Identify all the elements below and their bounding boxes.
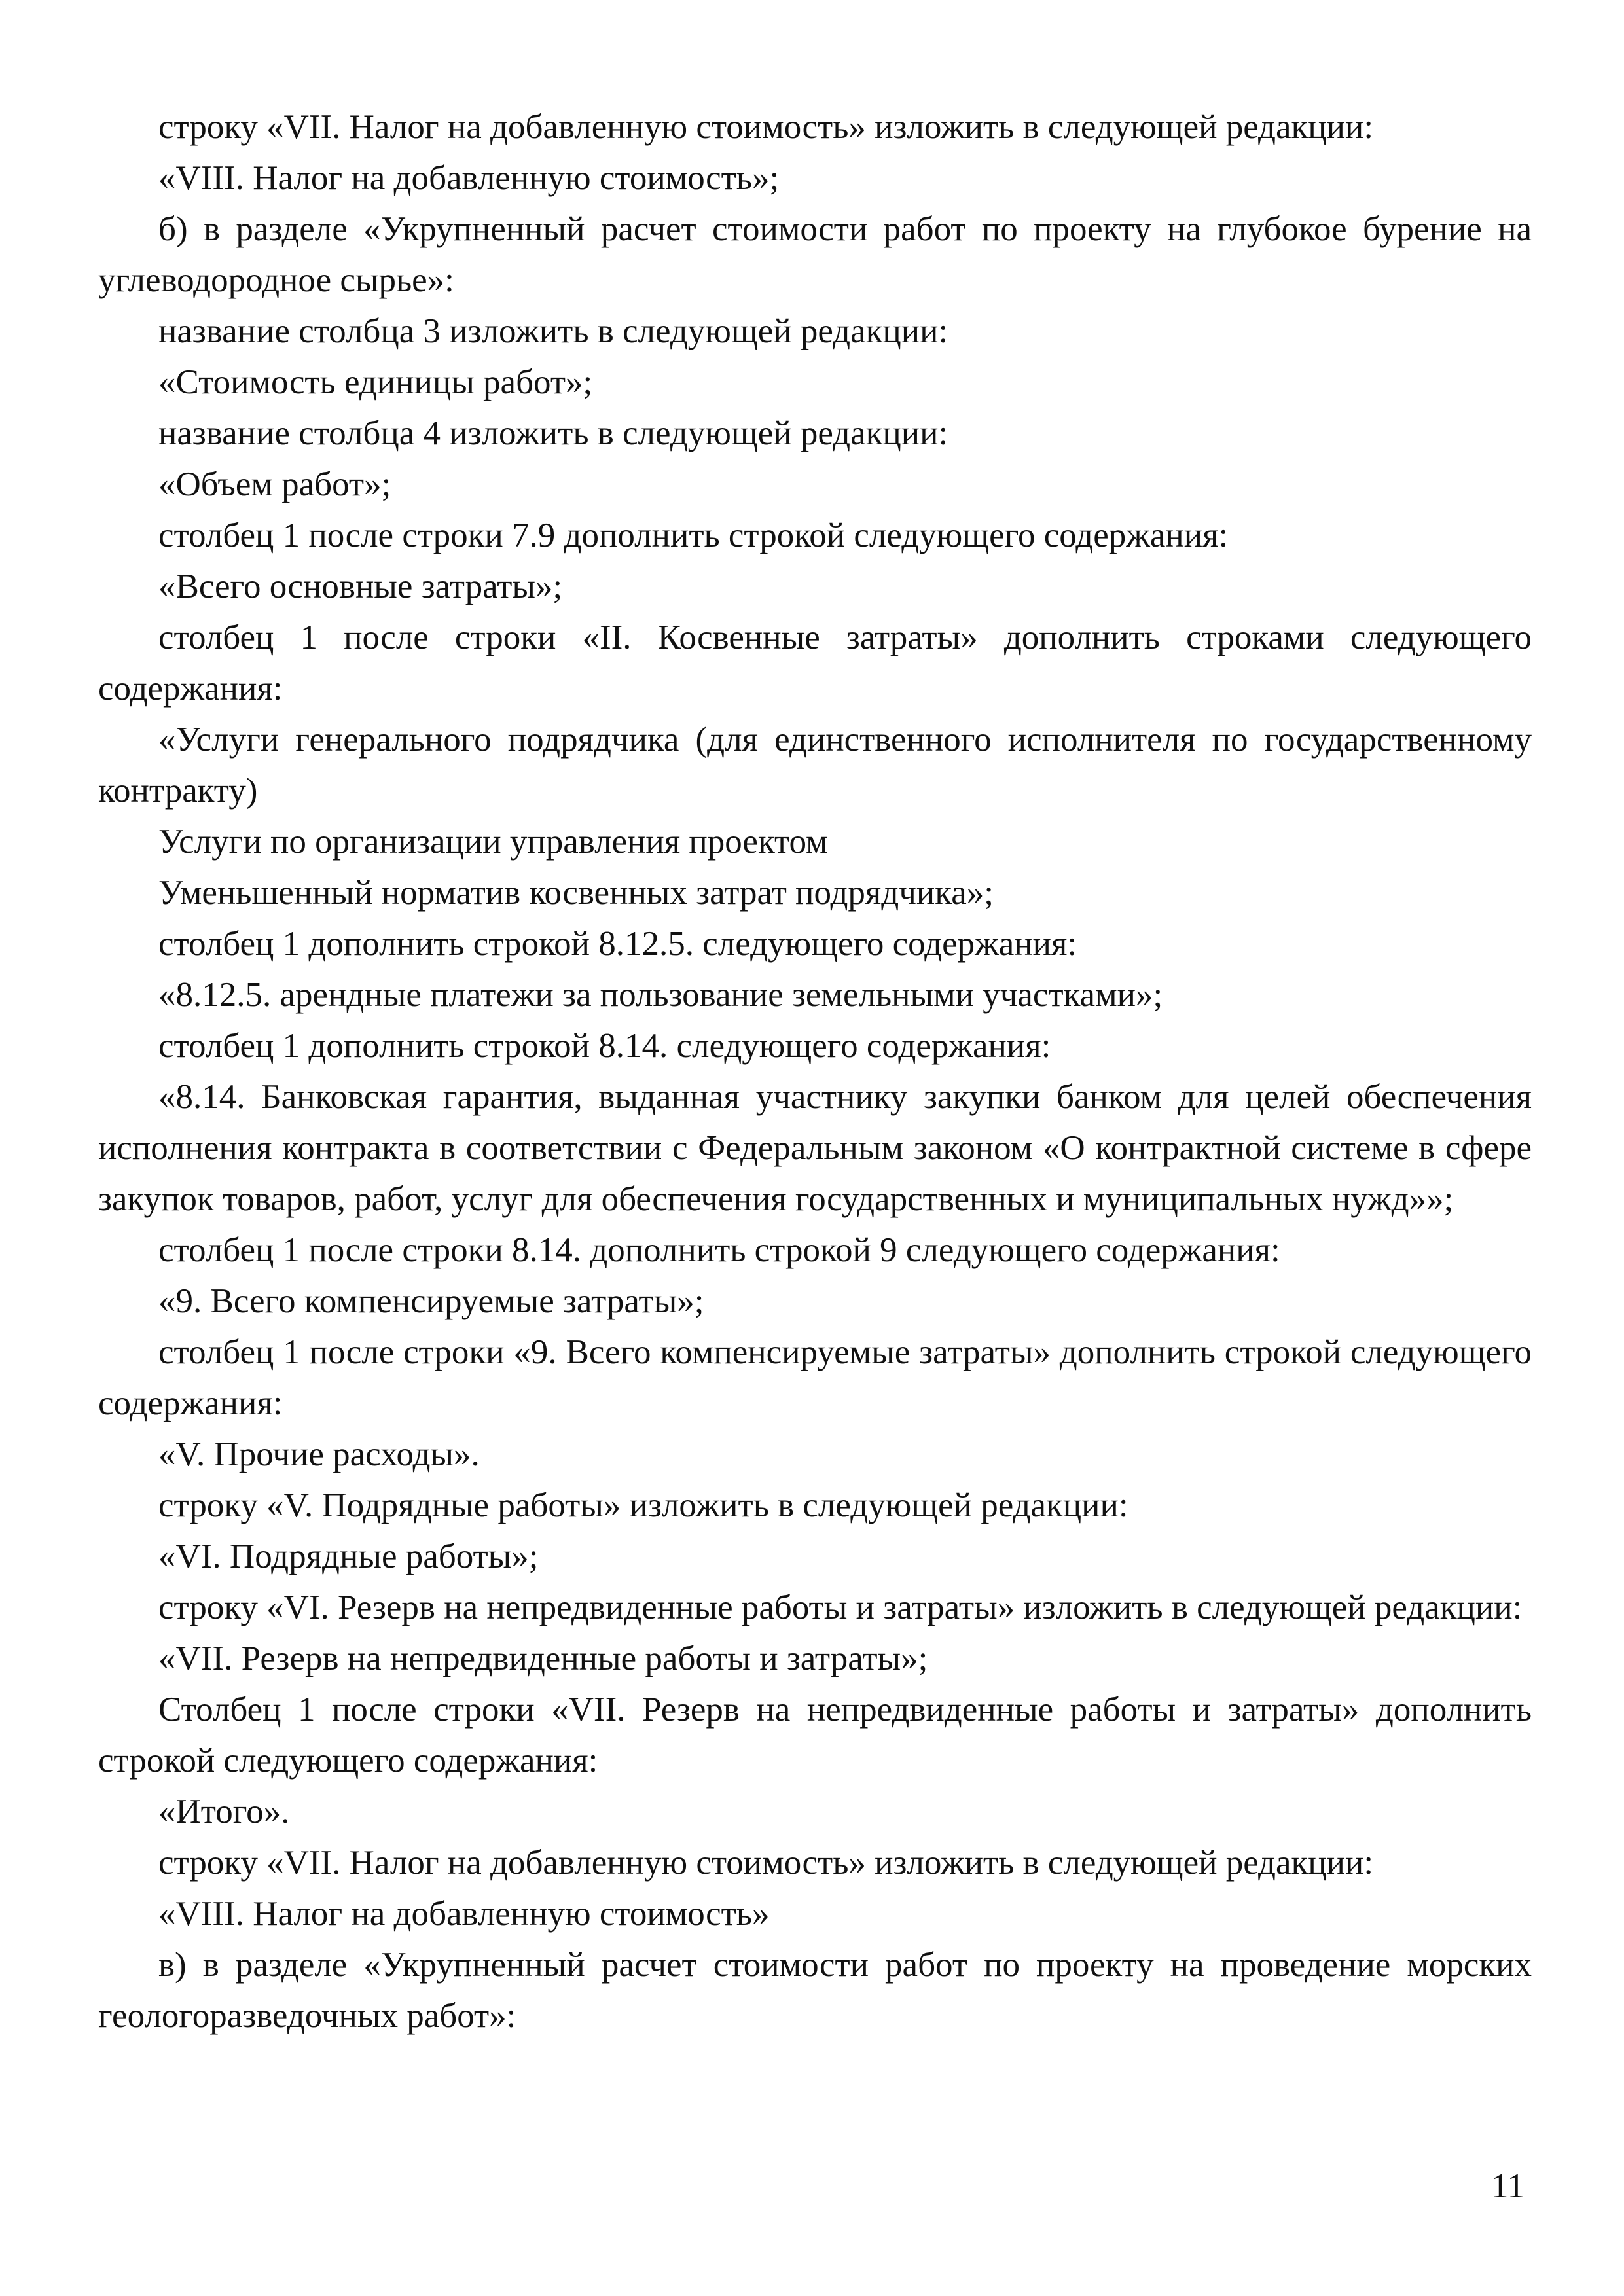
paragraph: «8.14. Банковская гарантия, выданная участнику закупки банком для целей обеспечения исполнения контракта в соответствии с Федеральным законом «О контрактной системе в сфере закупок товаров, работ, услуг для обеспечения государственных и муниципальных нужд»»;: [98, 1078, 1532, 1218]
paragraph: строку «VII. Налог на добавленную стоимость» изложить в следующей редакции:: [158, 1844, 1374, 1882]
paragraph: «VIII. Налог на добавленную стоимость»: [158, 1895, 770, 1933]
paragraph: Уменьшенный норматив косвенных затрат подрядчика»;: [158, 874, 994, 912]
paragraph: в) в разделе «Укрупненный расчет стоимости работ по проекту на проведение морских геологоразведочных работ»:: [98, 1946, 1532, 2035]
paragraph: «Всего основные затраты»;: [158, 567, 563, 605]
paragraph: столбец 1 дополнить строкой 8.14. следующего содержания:: [158, 1027, 1051, 1065]
paragraph: «VII. Резерв на непредвиденные работы и затраты»;: [158, 1640, 928, 1677]
paragraph: столбец 1 дополнить строкой 8.12.5. следующего содержания:: [158, 925, 1077, 963]
paragraph: «Итого».: [158, 1793, 290, 1831]
paragraph: название столбца 3 изложить в следующей редакции:: [158, 312, 948, 350]
paragraph: столбец 1 после строки «9. Всего компенсируемые затраты» дополнить строкой следующего содержания:: [98, 1333, 1532, 1422]
paragraph: столбец 1 после строки 7.9 дополнить строкой следующего содержания:: [158, 516, 1229, 554]
paragraph: «Стоимость единицы работ»;: [158, 363, 593, 401]
paragraph: название столбца 4 изложить в следующей редакции:: [158, 414, 948, 452]
paragraph: «9. Всего компенсируемые затраты»;: [158, 1282, 704, 1320]
paragraph: «8.12.5. арендные платежи за пользование земельными участками»;: [158, 976, 1163, 1014]
page-number: 11: [1491, 2167, 1525, 2205]
document-body: [98, 101, 1532, 2041]
paragraph: столбец 1 после строки «II. Косвенные затраты» дополнить строками следующего содержания:: [98, 619, 1532, 708]
paragraph: «V. Прочие расходы».: [158, 1435, 480, 1473]
paragraph: «Услуги генерального подрядчика (для единственного исполнителя по государственному контракту): [98, 721, 1532, 810]
paragraph: строку «VII. Налог на добавленную стоимость» изложить в следующей редакции:: [158, 108, 1374, 146]
paragraph: Столбец 1 после строки «VII. Резерв на непредвиденные работы и затраты» дополнить строкой следующего содержания:: [98, 1691, 1532, 1780]
paragraph: «Объем работ»;: [158, 465, 391, 503]
paragraph: столбец 1 после строки 8.14. дополнить строкой 9 следующего содержания:: [158, 1231, 1280, 1269]
paragraph: б) в разделе «Укрупненный расчет стоимости работ по проекту на глубокое бурение на углеводородное сырье»:: [98, 210, 1532, 299]
paragraph: строку «VI. Резерв на непредвиденные работы и затраты» изложить в следующей редакции:: [158, 1588, 1523, 1626]
paragraph: «VIII. Налог на добавленную стоимость»;: [158, 159, 780, 197]
paragraph: «VI. Подрядные работы»;: [158, 1537, 539, 1575]
paragraph: Услуги по организации управления проектом: [158, 823, 828, 861]
paragraph: строку «V. Подрядные работы» изложить в следующей редакции:: [158, 1486, 1128, 1524]
